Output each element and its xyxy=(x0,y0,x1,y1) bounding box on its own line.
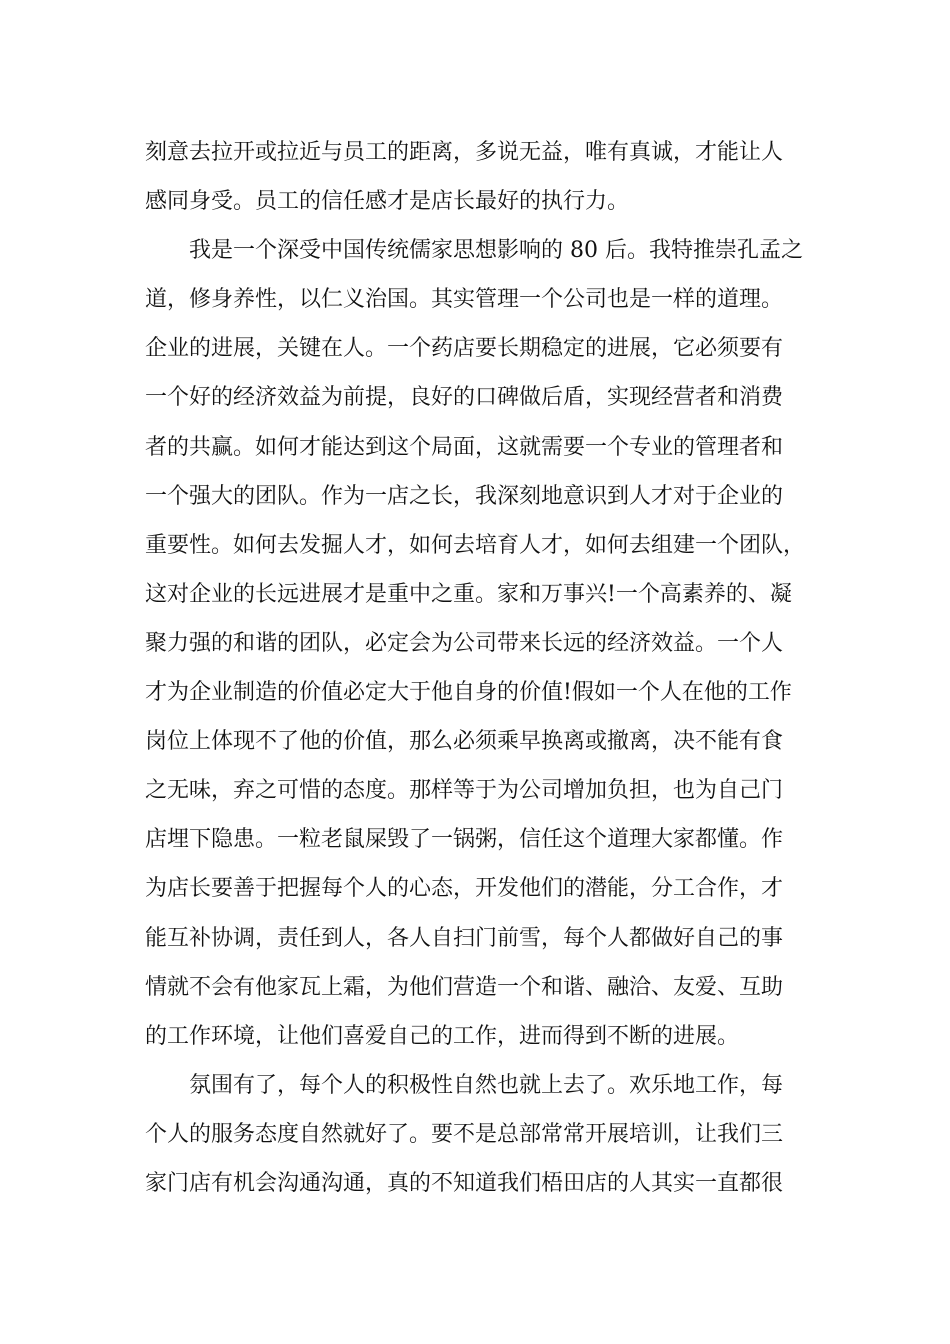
text-line: 情就不会有他家瓦上霜，为他们营造一个和谐、融洽、友爱、互助 xyxy=(145,974,784,1000)
text-line: 一个强大的团队。作为一店之长，我深刻地意识到人才对于企业的 xyxy=(145,483,784,509)
paragraph-start-line: 氛围有了，每个人的积极性自然也就上去了。欢乐地工作，每 xyxy=(189,1072,784,1098)
paragraph-start-line: 我是一个深受中国传统儒家思想影响的 80 后。我特推崇孔孟之 xyxy=(189,238,803,264)
text-line: 者的共赢。如何才能达到这个局面，这就需要一个专业的管理者和 xyxy=(145,434,784,460)
text-line: 为店长要善于把握每个人的心态，开发他们的潜能，分工合作，才 xyxy=(145,876,784,902)
text-line: 聚力强的和谐的团队，必定会为公司带来长远的经济效益。一个人 xyxy=(145,630,784,656)
body-text xyxy=(145,128,810,1208)
text-line: 这对企业的长远进展才是重中之重。家和万事兴!一个高素养的、凝 xyxy=(145,581,792,607)
text-line: 的工作环境，让他们喜爱自己的工作，进而得到不断的进展。 xyxy=(145,1023,740,1049)
text-line: 之无味，弃之可惜的态度。那样等于为公司增加负担，也为自己门 xyxy=(145,778,784,804)
text-line: 一个好的经济效益为前提，良好的口碑做后盾，实现经营者和消费 xyxy=(145,385,784,411)
text-line: 岗位上体现不了他的价值，那么必须乘早换离或撤离，决不能有食 xyxy=(145,729,784,755)
text-line: 感同身受。员工的信任感才是店长最好的执行力。 xyxy=(145,189,630,215)
text-line: 道，修身养性，以仁义治国。其实管理一个公司也是一样的道理。 xyxy=(145,287,784,313)
text-line: 才为企业制造的价值必定大于他自身的价值!假如一个人在他的工作 xyxy=(145,680,792,706)
text-line: 企业的进展，关键在人。一个药店要长期稳定的进展，它必须要有 xyxy=(145,336,784,362)
text-line: 能互补协调，责任到人，各人自扫门前雪，每个人都做好自己的事 xyxy=(145,925,784,951)
text-line: 刻意去拉开或拉近与员工的距离，多说无益，唯有真诚，才能让人 xyxy=(145,140,784,165)
text-line: 店埋下隐患。一粒老鼠屎毁了一锅粥，信任这个道理大家都懂。作 xyxy=(145,827,784,853)
text-line: 家门店有机会沟通沟通，真的不知道我们梧田店的人其实一直都很 xyxy=(145,1170,784,1196)
text-line: 个人的服务态度自然就好了。要不是总部常常开展培训，让我们三 xyxy=(145,1121,784,1147)
text-line: 重要性。如何去发掘人才，如何去培育人才，如何去组建一个团队， xyxy=(145,532,806,558)
